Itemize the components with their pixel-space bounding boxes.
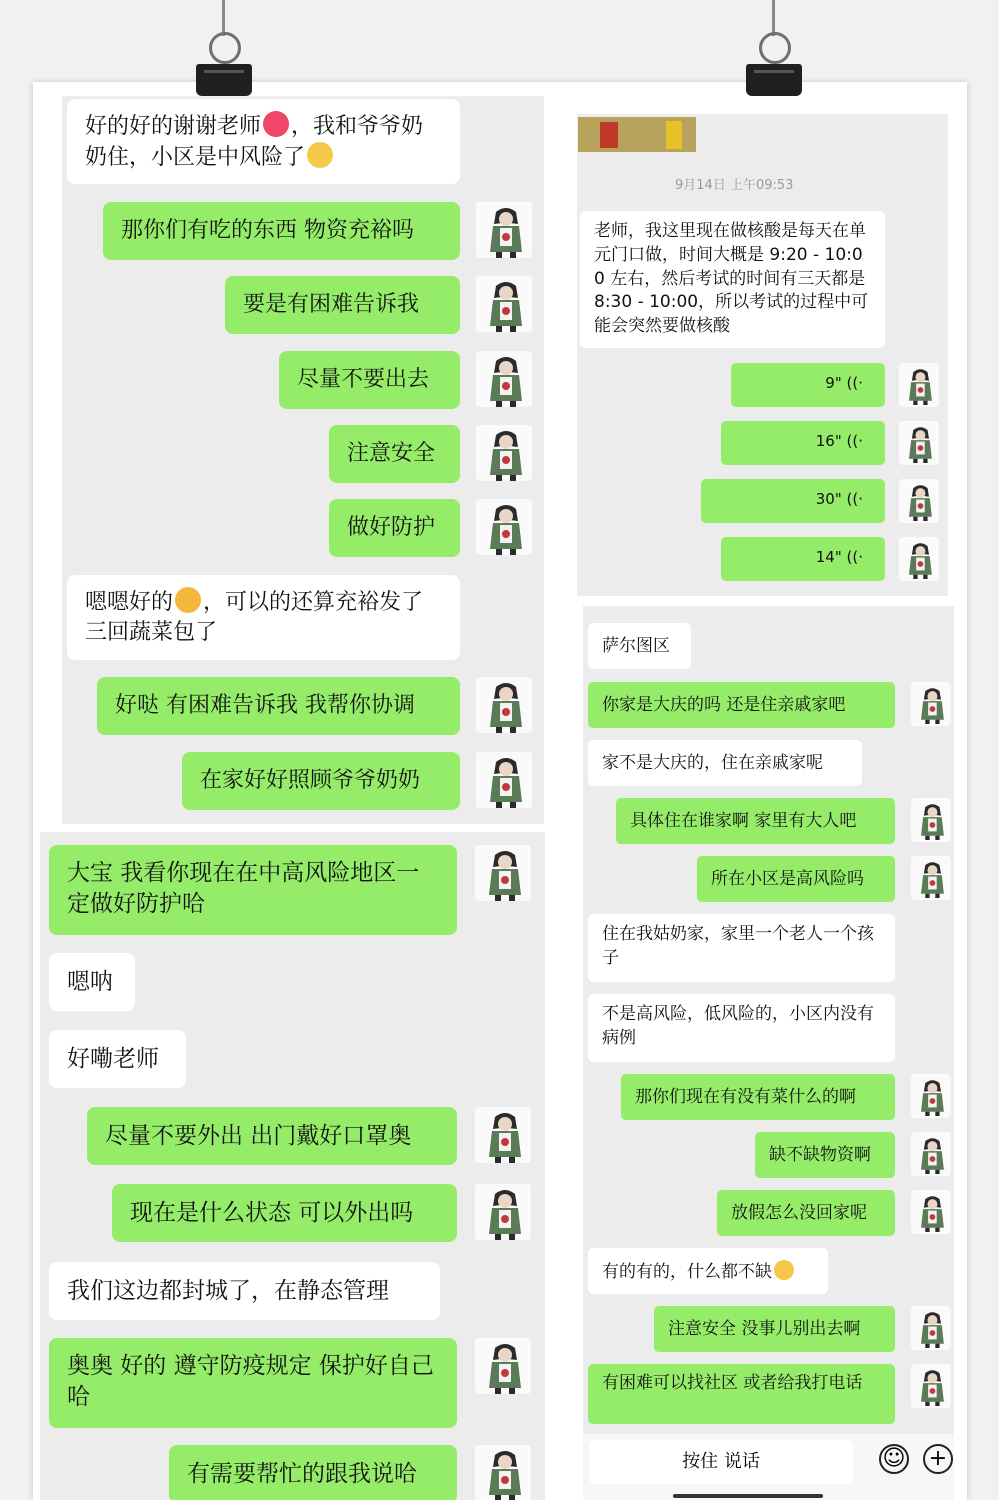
avatar[interactable] (899, 537, 939, 581)
voice-message[interactable] (701, 479, 885, 523)
message-text: 住在我姑奶家，家里一个老人一个孩子 (602, 924, 874, 968)
message-text: 老师，我这里现在做核酸是每天在单元门口做，时间大概是 9:20 - 10:00 左右，然后考试的时间有三天都是 8:30 - 10:00，所以考试的过程中可能会突然要做核酸 (594, 221, 869, 337)
avatar[interactable] (911, 1074, 951, 1118)
message-outgoing (329, 499, 460, 557)
message-incoming (588, 994, 895, 1062)
message-text: 奥奥 好的 遵守防疫规定 保护好自己哈 (67, 1353, 434, 1411)
message-outgoing (717, 1190, 895, 1236)
message-text: 要是有困难告诉我 (243, 292, 420, 317)
chat-panel-left-top (62, 96, 544, 824)
message-outgoing (588, 1364, 895, 1424)
message-outgoing (97, 677, 460, 735)
home-indicator (673, 1494, 823, 1498)
message-outgoing (755, 1132, 895, 1178)
voice-duration: 30" (815, 490, 842, 508)
message-text: ，可以的还算充裕发了三回蔬菜包了 (85, 590, 424, 645)
message-text: 现在是什么状态 可以外出吗 (130, 1200, 414, 1226)
avatar[interactable] (476, 677, 532, 733)
smile-emoji-icon (774, 1260, 794, 1280)
message-outgoing (182, 752, 460, 810)
message-incoming (580, 211, 885, 348)
avatar[interactable] (911, 682, 951, 726)
message-text: 所在小区是高风险吗 (711, 869, 864, 889)
message-text: ，我和爷爷奶奶住，小区是中风险了 (85, 114, 424, 170)
message-outgoing (49, 1338, 457, 1428)
voice-message[interactable] (721, 537, 885, 581)
message-outgoing (616, 798, 895, 844)
message-outgoing (279, 351, 460, 409)
message-text: 做好防护 (347, 515, 436, 540)
message-text: 注意安全 没事儿别出去啊 (668, 1319, 861, 1339)
avatar[interactable] (911, 1132, 951, 1176)
image-thumbnail[interactable] (578, 117, 696, 152)
voice-message[interactable] (731, 363, 885, 407)
voice-duration: 16" (815, 432, 842, 450)
message-incoming (588, 623, 691, 669)
message-text: 我们这边都封城了，在静态管理 (67, 1278, 389, 1304)
hold-to-talk-button[interactable] (589, 1440, 853, 1484)
message-text: 有的有的，什么都不缺 (602, 1262, 772, 1282)
message-text: 大宝 我看你现在在中高风险地区一定做好防护哈 (67, 860, 420, 918)
avatar[interactable] (911, 1364, 951, 1408)
crying-laughing-emoji-icon (307, 142, 333, 168)
voice-wave-icon: ((· (846, 548, 863, 566)
avatar[interactable] (899, 479, 939, 523)
message-text: 有需要帮忙的跟我说哈 (187, 1461, 417, 1487)
input-bar (583, 1434, 954, 1500)
message-text: 好哒 有困难告诉我 我帮你协调 (115, 693, 415, 718)
binder-clip-left (196, 0, 252, 98)
chat-panel-left-bottom (40, 832, 545, 1500)
message-text: 萨尔图区 (602, 636, 670, 656)
avatar[interactable] (475, 845, 531, 901)
voice-wave-icon: ((· (846, 490, 863, 508)
voice-duration: 14" (815, 548, 842, 566)
message-outgoing (654, 1306, 895, 1352)
message-text: 注意安全 (347, 441, 436, 466)
chat-panel-right-top (577, 114, 948, 596)
heart-emoji-icon (263, 111, 289, 137)
message-incoming (67, 575, 460, 660)
message-incoming (49, 1030, 186, 1088)
timestamp: 9月14日 上午09:53 (675, 178, 794, 193)
avatar[interactable] (476, 351, 532, 407)
message-text: 在家好好照顾爷爷奶奶 (200, 768, 421, 793)
smiley-face-icon[interactable]: ☺ (879, 1444, 909, 1474)
binder-clip-right (746, 0, 802, 98)
message-outgoing (49, 845, 457, 935)
message-outgoing (169, 1445, 457, 1500)
avatar[interactable] (899, 363, 939, 407)
message-outgoing (588, 682, 895, 728)
avatar[interactable] (911, 1190, 951, 1234)
avatar[interactable] (911, 1306, 951, 1350)
avatar[interactable] (475, 1338, 531, 1394)
avatar[interactable] (475, 1107, 531, 1163)
message-incoming (49, 1262, 440, 1320)
avatar[interactable] (476, 276, 532, 332)
message-text: 好的好的谢谢老师 (85, 114, 262, 139)
message-incoming (588, 1248, 828, 1294)
message-text: 放假怎么没回家呢 (731, 1203, 867, 1223)
avatar[interactable] (476, 425, 532, 481)
message-text: 家不是大庆的，住在亲戚家呢 (602, 753, 823, 773)
message-text: 不是高风险，低风险的，小区内没有病例 (602, 1004, 874, 1048)
message-incoming (49, 953, 135, 1011)
message-outgoing (621, 1074, 895, 1120)
message-text: 尽量不要出去 (297, 367, 430, 392)
message-incoming (67, 99, 460, 184)
message-text: 尽量不要外出 出门戴好口罩奥 (105, 1123, 412, 1149)
avatar[interactable] (476, 752, 532, 808)
avatar[interactable] (475, 1445, 531, 1500)
message-text: 你家是大庆的吗 还是住亲戚家吧 (602, 695, 846, 715)
message-outgoing (112, 1184, 457, 1242)
avatar[interactable] (475, 1184, 531, 1240)
message-incoming (588, 740, 862, 786)
plus-icon[interactable]: + (923, 1444, 953, 1474)
message-text: 那你们有吃的东西 物资充裕吗 (121, 218, 414, 243)
avatar[interactable] (911, 856, 951, 900)
avatar[interactable] (911, 798, 951, 842)
message-outgoing (329, 425, 460, 483)
hold-to-talk-label: 按住 说话 (682, 1451, 760, 1472)
message-incoming (588, 914, 895, 982)
message-outgoing (103, 202, 460, 260)
avatar[interactable] (476, 499, 532, 555)
message-outgoing (225, 276, 460, 334)
message-outgoing (697, 856, 895, 902)
voice-duration: 9" (825, 374, 842, 392)
hugging-emoji-icon (175, 587, 201, 613)
message-text: 好嘞老师 (67, 1046, 159, 1072)
message-text: 缺不缺物资啊 (769, 1145, 871, 1165)
message-text: 具体住在谁家啊 家里有大人吧 (630, 811, 857, 831)
message-text: 有困难可以找社区 或者给我打电话 (602, 1373, 863, 1393)
message-text: 嗯嗯好的 (85, 590, 174, 615)
message-text: 嗯呐 (67, 969, 113, 995)
avatar[interactable] (899, 421, 939, 465)
voice-message[interactable] (721, 421, 885, 465)
message-text: 那你们现在有没有菜什么的啊 (635, 1087, 856, 1107)
avatar[interactable] (476, 202, 532, 258)
message-outgoing (87, 1107, 457, 1165)
voice-wave-icon: ((· (846, 374, 863, 392)
chat-panel-right-bottom (583, 606, 954, 1500)
voice-wave-icon: ((· (846, 432, 863, 450)
